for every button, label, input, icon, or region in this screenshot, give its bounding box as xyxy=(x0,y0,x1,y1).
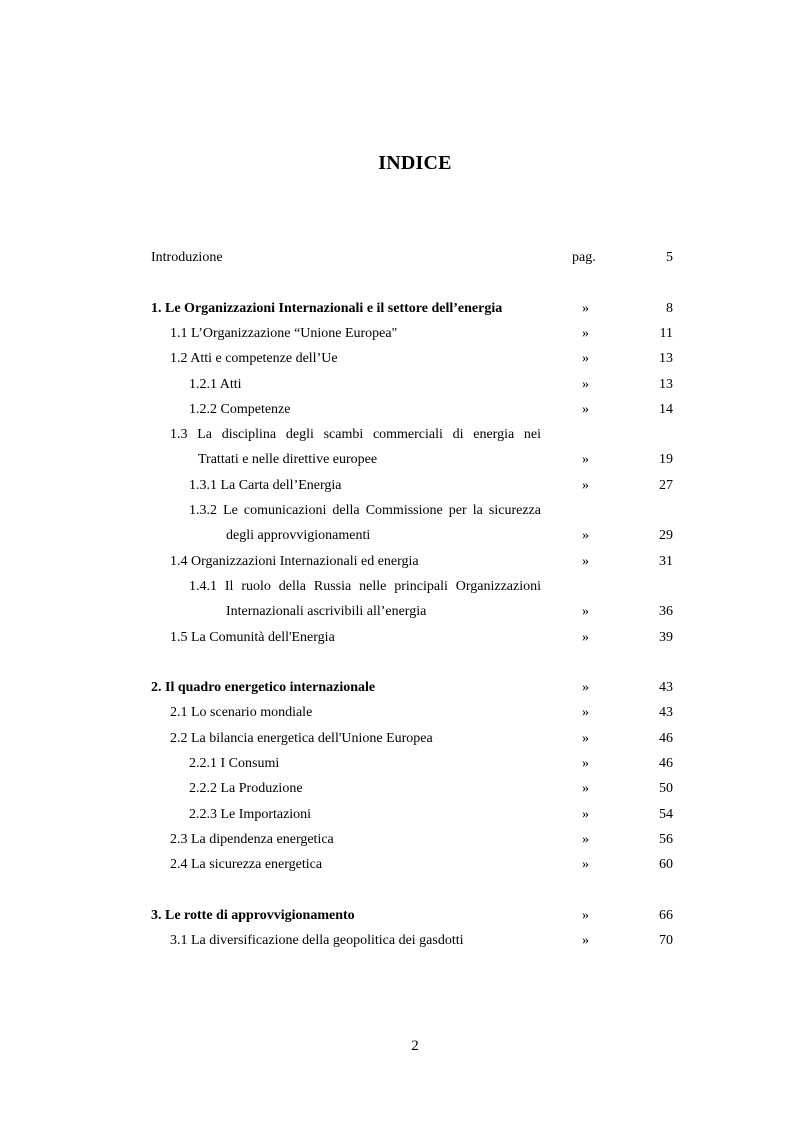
toc-page-number: 19 xyxy=(659,452,673,467)
toc-label: 3.1 La diversificazione della geopolitica dei gasdotti xyxy=(170,933,464,948)
toc-separator: » xyxy=(582,832,589,847)
toc-page-number: 11 xyxy=(659,326,673,341)
toc-separator: » xyxy=(582,630,589,645)
toc-entry-1-4[interactable] xyxy=(0,552,794,572)
toc-page-number: 31 xyxy=(659,554,673,569)
toc-page-number: 14 xyxy=(659,402,673,417)
toc-label: 2.2.1 I Consumi xyxy=(189,756,280,771)
toc-page-number: 46 xyxy=(659,731,673,746)
toc-page-number: 5 xyxy=(666,250,673,265)
toc-label: 1.2 Atti e competenze dell’Ue xyxy=(170,351,338,366)
toc-separator: » xyxy=(582,933,589,948)
toc-page-number: 54 xyxy=(659,807,673,822)
toc-separator: » xyxy=(582,857,589,872)
toc-entry-2-2-2[interactable] xyxy=(0,779,794,799)
toc-separator: » xyxy=(582,377,589,392)
toc-entry-2-2-3[interactable] xyxy=(0,805,794,825)
toc-entry-1-5[interactable] xyxy=(0,628,794,648)
toc-label-line1: 1.3 La disciplina degli scambi commerciali di energia nei xyxy=(170,427,541,442)
toc-label: Introduzione xyxy=(151,250,223,265)
toc-entry-1-3[interactable] xyxy=(0,450,794,470)
toc-separator: » xyxy=(582,705,589,720)
toc-page-number: 8 xyxy=(666,301,673,316)
toc-page-number: 43 xyxy=(659,705,673,720)
toc-label-line1: 1.3.2 Le comunicazioni della Commissione per la sicurezza xyxy=(189,503,541,518)
toc-entry-1-2-2[interactable] xyxy=(0,400,794,420)
toc-separator: » xyxy=(582,402,589,417)
toc-page-number: 56 xyxy=(659,832,673,847)
toc-label: 1.4 Organizzazioni Internazionali ed energia xyxy=(170,554,419,569)
toc-entry-2-4[interactable] xyxy=(0,855,794,875)
page-number: 2 xyxy=(411,1038,419,1054)
toc-page-number: 36 xyxy=(659,604,673,619)
toc-page-number: 27 xyxy=(659,478,673,493)
toc-label: 2. Il quadro energetico internazionale xyxy=(151,680,376,695)
toc-entry-2-2-1[interactable] xyxy=(0,754,794,774)
toc-label: 2.2.3 Le Importazioni xyxy=(189,807,312,822)
toc-separator: » xyxy=(582,351,589,366)
toc-separator: » xyxy=(582,326,589,341)
toc-page-number: 29 xyxy=(659,528,673,543)
toc-entry-1-2-1[interactable] xyxy=(0,375,794,395)
toc-separator: pag. xyxy=(572,250,596,265)
toc-page-number: 43 xyxy=(659,680,673,695)
toc-label-line2: Internazionali ascrivibili all’energia xyxy=(226,604,427,619)
toc-page-number: 70 xyxy=(659,933,673,948)
toc-page-number: 39 xyxy=(659,630,673,645)
toc-separator: » xyxy=(582,478,589,493)
toc-entry-1-2[interactable] xyxy=(0,349,794,369)
toc-page-number: 46 xyxy=(659,756,673,771)
toc-label: 1. Le Organizzazioni Internazionali e il settore dell’energia xyxy=(151,301,503,316)
toc-page-number: 66 xyxy=(659,908,673,923)
page-title: INDICE xyxy=(378,152,452,174)
toc-separator: » xyxy=(582,301,589,316)
toc-label-line1: 1.4.1 Il ruolo della Russia nelle principali Organizzazioni xyxy=(189,579,541,594)
toc-label: 1.5 La Comunità dell'Energia xyxy=(170,630,335,645)
toc-label: 3. Le rotte di approvvigionamento xyxy=(151,908,355,923)
toc-label: 2.2 La bilancia energetica dell'Unione Europea xyxy=(170,731,433,746)
toc-entry-2-2[interactable] xyxy=(0,729,794,749)
toc-entry-2-1[interactable] xyxy=(0,703,794,723)
toc-separator: » xyxy=(582,452,589,467)
toc-entry-introduzione[interactable] xyxy=(0,248,794,268)
toc-separator: » xyxy=(582,554,589,569)
toc-page-number: 13 xyxy=(659,377,673,392)
toc-entry-chapter-2[interactable] xyxy=(0,678,794,698)
toc-label: 2.4 La sicurezza energetica xyxy=(170,857,323,872)
toc-entry-2-3[interactable] xyxy=(0,830,794,850)
toc-label: 2.1 Lo scenario mondiale xyxy=(170,705,313,720)
toc-separator: » xyxy=(582,680,589,695)
toc-separator: » xyxy=(582,807,589,822)
toc-label: 1.1 L’Organizzazione “Unione Europea" xyxy=(170,326,398,341)
toc-entry-1-3-1[interactable] xyxy=(0,476,794,496)
toc-label: 2.3 La dipendenza energetica xyxy=(170,832,334,847)
toc-page-number: 13 xyxy=(659,351,673,366)
toc-label-line2: degli approvvigionamenti xyxy=(226,528,371,543)
toc-entry-chapter-1[interactable] xyxy=(0,299,794,319)
toc-separator: » xyxy=(582,731,589,746)
toc-separator: » xyxy=(582,528,589,543)
toc-entry-1-1[interactable] xyxy=(0,324,794,344)
toc-label: 1.3.1 La Carta dell’Energia xyxy=(189,478,342,493)
toc-separator: » xyxy=(582,781,589,796)
toc-label: 1.2.1 Atti xyxy=(189,377,242,392)
toc-separator: » xyxy=(582,604,589,619)
toc-entry-chapter-3[interactable] xyxy=(0,906,794,926)
toc-label-line2: Trattati e nelle direttive europee xyxy=(198,452,378,467)
toc-entry-1-4-1[interactable] xyxy=(0,602,794,622)
toc-separator: » xyxy=(582,756,589,771)
toc-page-number: 60 xyxy=(659,857,673,872)
toc-page-number: 50 xyxy=(659,781,673,796)
toc-label: 1.2.2 Competenze xyxy=(189,402,291,417)
toc-entry-3-1[interactable] xyxy=(0,931,794,951)
toc-separator: » xyxy=(582,908,589,923)
toc-label: 2.2.2 La Produzione xyxy=(189,781,303,796)
toc-entry-1-3-2[interactable] xyxy=(0,526,794,546)
